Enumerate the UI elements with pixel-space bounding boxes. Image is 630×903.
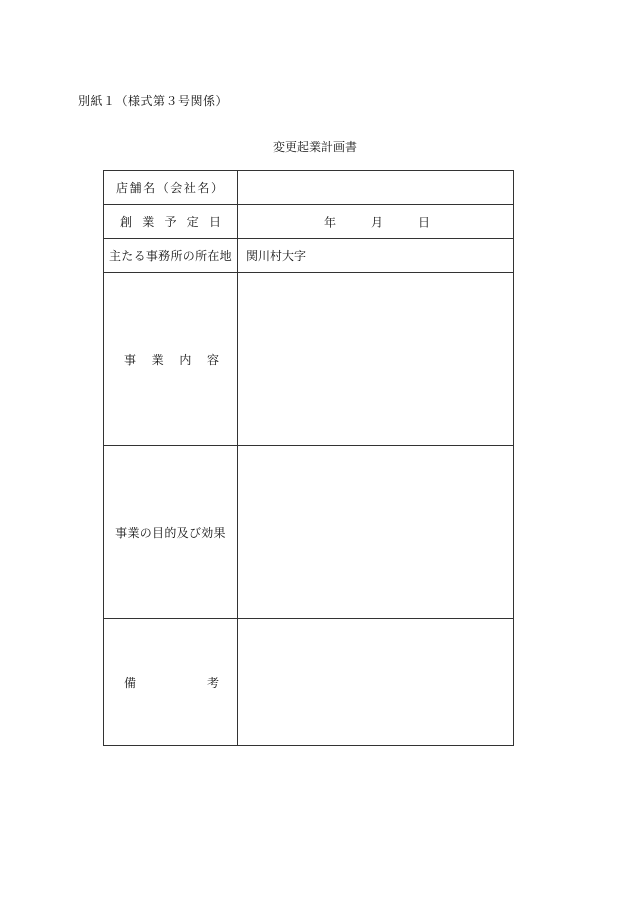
- store-name-label-char: 社: [183, 181, 196, 195]
- table-row-store-name: [104, 171, 514, 205]
- start-date-label: [104, 205, 238, 239]
- plan-form-table: [103, 170, 514, 746]
- business-content-label-char: 事: [124, 352, 137, 367]
- business-content-label: [104, 273, 238, 446]
- start-date-label-char: 日: [208, 215, 221, 229]
- store-name-label-char: （: [156, 181, 169, 195]
- remarks-label: [104, 619, 238, 746]
- purpose-effect-field[interactable]: [238, 446, 514, 619]
- business-content-label-char: 業: [151, 352, 164, 367]
- purpose-effect-label: 事業の目的及び効果: [104, 446, 238, 619]
- remarks-field[interactable]: [238, 619, 514, 746]
- store-name-label: [104, 171, 238, 205]
- start-date-label-char: 業: [142, 215, 155, 229]
- day-unit: 日: [418, 215, 431, 229]
- store-name-label-char: 名: [143, 181, 156, 195]
- office-location-label: 主たる事務所の所在地: [104, 239, 238, 273]
- start-date-field[interactable]: [238, 205, 514, 239]
- start-date-label-char: 定: [186, 215, 199, 229]
- office-location-field[interactable]: 関川村大字: [238, 239, 514, 273]
- table-row-office-location: [104, 239, 514, 273]
- table-row-start-date: [104, 205, 514, 239]
- business-content-label-char: 内: [179, 352, 192, 367]
- store-name-label-char: 会: [170, 181, 183, 195]
- store-name-label-char: 店: [116, 181, 129, 195]
- store-name-label-char: 舗: [129, 181, 142, 195]
- month-unit: 月: [371, 215, 384, 229]
- start-date-label-char: 予: [164, 215, 177, 229]
- table-row-remarks: [104, 619, 514, 746]
- business-content-label-char: 容: [206, 352, 219, 367]
- store-name-label-char: 名: [197, 181, 210, 195]
- start-date-label-char: 創: [120, 215, 133, 229]
- remarks-label-char: 備: [124, 675, 137, 690]
- document-title: 変更起業計画書: [272, 140, 357, 154]
- form-reference-note: 別紙１（様式第３号関係）: [78, 94, 229, 108]
- table-row-business-content: [104, 273, 514, 446]
- table-row-purpose-effect: [104, 446, 514, 619]
- business-content-field[interactable]: [238, 273, 514, 446]
- store-name-field[interactable]: [238, 171, 514, 205]
- store-name-label-char: ）: [210, 181, 223, 195]
- remarks-label-char: 考: [206, 675, 219, 690]
- year-unit: 年: [324, 215, 337, 229]
